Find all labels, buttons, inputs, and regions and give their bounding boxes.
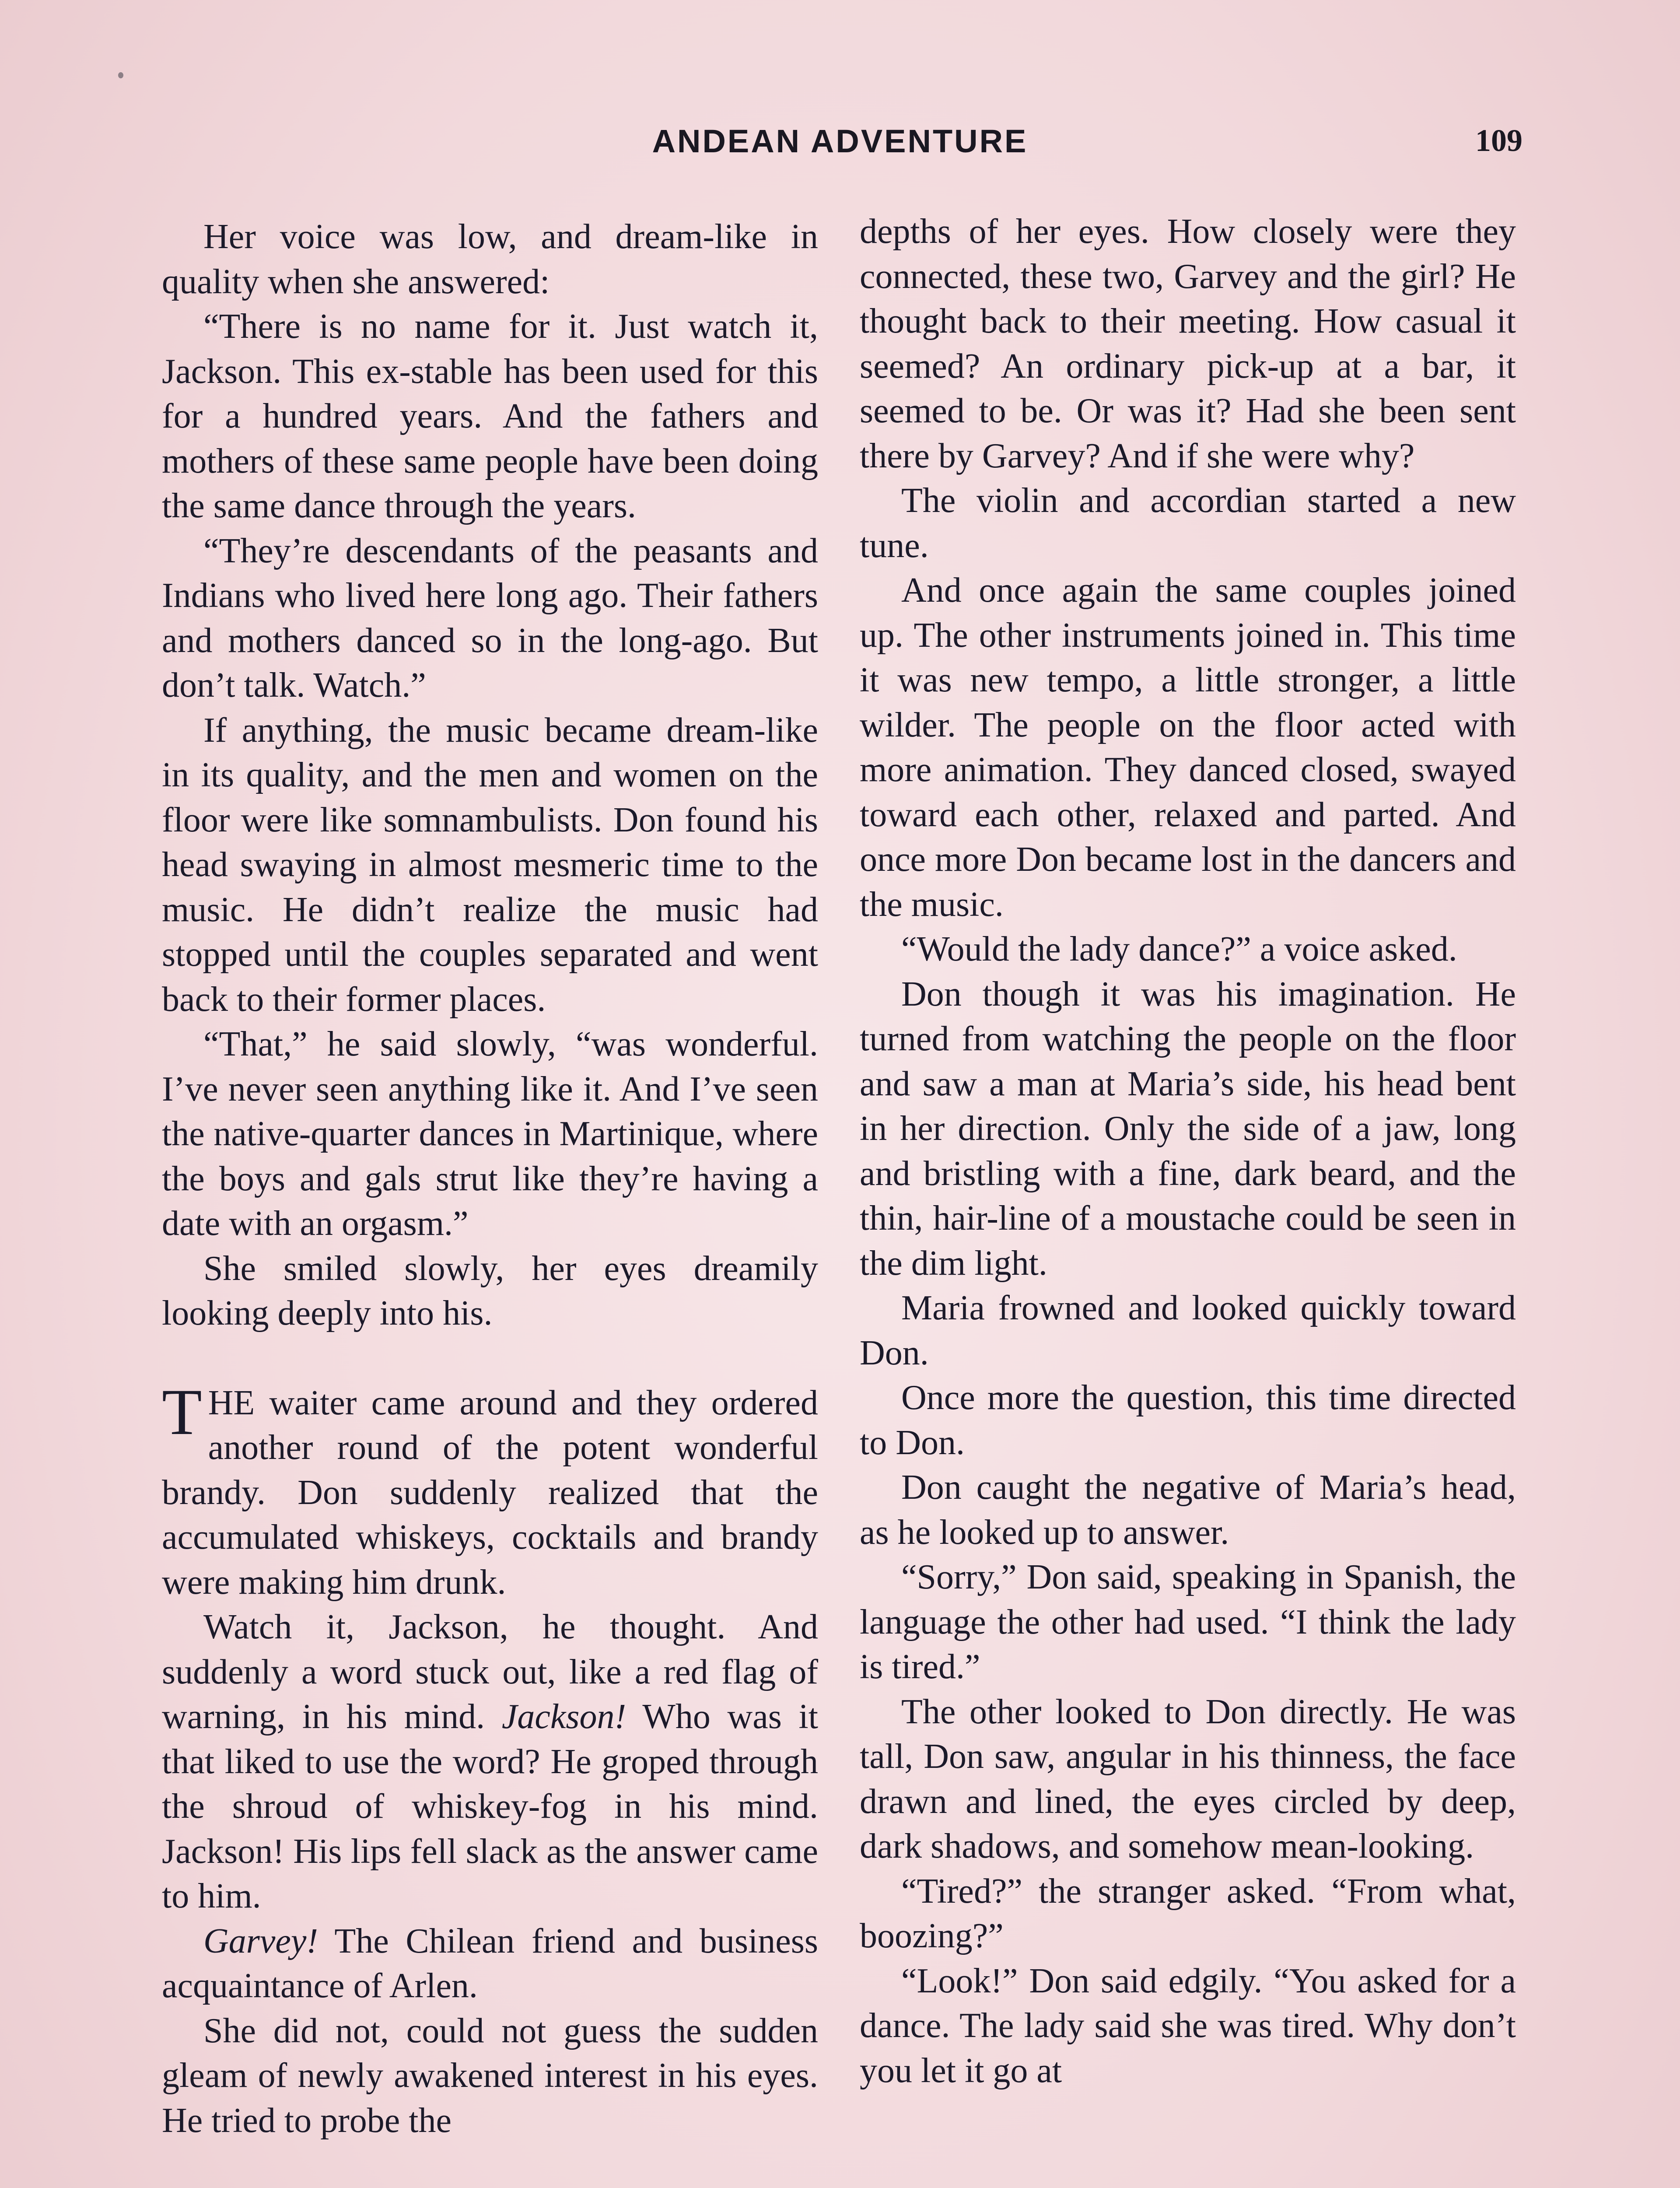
running-title: ANDEAN ADVENTURE (652, 123, 1028, 159)
left-column (162, 214, 818, 2143)
paragraph: depths of her eyes. How closely were they connected, these two, Garvey and the girl? He thought back to their meeting. How casual it seemed? An ordinary pick-up at a bar, it seemed to be. Or was it? Had she been sent there by Garvey? And if she were why? (860, 212, 1516, 475)
paragraph-text: Watch it, Jackson, he thought. And suddenly a word stuck out, like a red flag of warning, in his mind. (162, 1608, 818, 1736)
italic-word: Jackson! (501, 1697, 626, 1736)
paragraph: “Would the lady dance?” a voice asked. (901, 930, 1457, 968)
paragraph: The violin and accordian started a new tune. (860, 481, 1516, 565)
paragraph-text: Who was it that liked to use the word? He groped through the shroud of whiskey-fog in his mind. Jackson! His lips fell slack as the answer came to him. (162, 1697, 819, 1915)
paragraph (162, 1919, 818, 2009)
page-number: 109 (1475, 123, 1522, 158)
paragraph: If anything, the music became dream-like in its quality, and the men and women on the floor were like somnambulists. Don found his head swaying in almost mesmeric time to the music. He didn’t realize the music had stopped until the couples separated and went back to their former places. (162, 711, 818, 1019)
paragraph: Maria frowned and looked quickly toward Don. (860, 1289, 1516, 1372)
paragraph: “There is no name for it. Just watch it, Jackson. This ex-stable has been used for this for a hundred years. And the fathers and mothers of these same people have been doing the same dance through the years. (162, 307, 818, 525)
paragraph: And once again the same couples joined up. The other instruments joined in. This time it was new tempo, a little stronger, a little wilder. The people on the floor acted with more animation. They danced closed, swayed toward each other, relaxed and parted. And once more Don became lost in the dancers and the music. (860, 571, 1516, 924)
paragraph: Once more the question, this time directed to Don. (860, 1378, 1516, 1462)
paragraph: She smiled slowly, her eyes dreamily looking deeply into his. (162, 1249, 818, 1332)
paragraph: She did not, could not guess the sudden gleam of newly awakened interest in his eyes. He tried to probe the (162, 2011, 818, 2140)
section-text: HE waiter came around and they ordered another round of the potent wonderful brandy. Don suddenly realized that the accumulated whiskeys, cocktails and brandy were making him drunk. (162, 1383, 818, 1602)
drop-cap: T (162, 1375, 202, 1448)
paragraph-text: The Chilean friend and business acquaintance of Arlen. (162, 1922, 819, 2005)
ink-speck (118, 72, 123, 78)
paragraph: Her voice was low, and dream-like in quality when she answered: (162, 217, 818, 301)
page-header (158, 123, 1522, 171)
italic-word: Garvey! (203, 1922, 318, 1960)
right-column (860, 209, 1516, 2093)
section-paragraph (162, 1375, 818, 1605)
paragraph (162, 1605, 818, 1919)
paragraph: “That,” he said slowly, “was wonderful. I’ve never seen anything like it. And I’ve seen the native-quarter dances in Martinique, where the boys and gals strut like they’re having a date with an orgasm.” (162, 1025, 818, 1243)
paragraph: “Look!” Don said edgily. “You asked for a dance. The lady said she was tired. Why don’t you let it go at (860, 1961, 1516, 2090)
paragraph: “Sorry,” Don said, speaking in Spanish, the language the other had used. “I think the lady is tired.” (860, 1558, 1516, 1686)
paragraph: “They’re descendants of the peasants and Indians who lived here long ago. Their fathers and mothers danced so in the long-ago. But don’t talk. Watch.” (162, 531, 818, 705)
paragraph: The other looked to Don directly. He was tall, Don saw, angular in his thinness, the face drawn and lined, the eyes circled by deep, dark shadows, and somehow mean-looking. (860, 1692, 1516, 1865)
paragraph: Don caught the negative of Maria’s head, as he looked up to answer. (860, 1468, 1516, 1552)
paragraph: “Tired?” the stranger asked. “From what, boozing?” (860, 1872, 1516, 1955)
paragraph: Don though it was his imagination. He turned from watching the people on the floor and saw a man at Maria’s side, his head bent in her direction. Only the side of a jaw, long and bristling with a fine, dark beard, and the thin, hair-line of a moustache could be seen in the dim light. (860, 975, 1516, 1283)
